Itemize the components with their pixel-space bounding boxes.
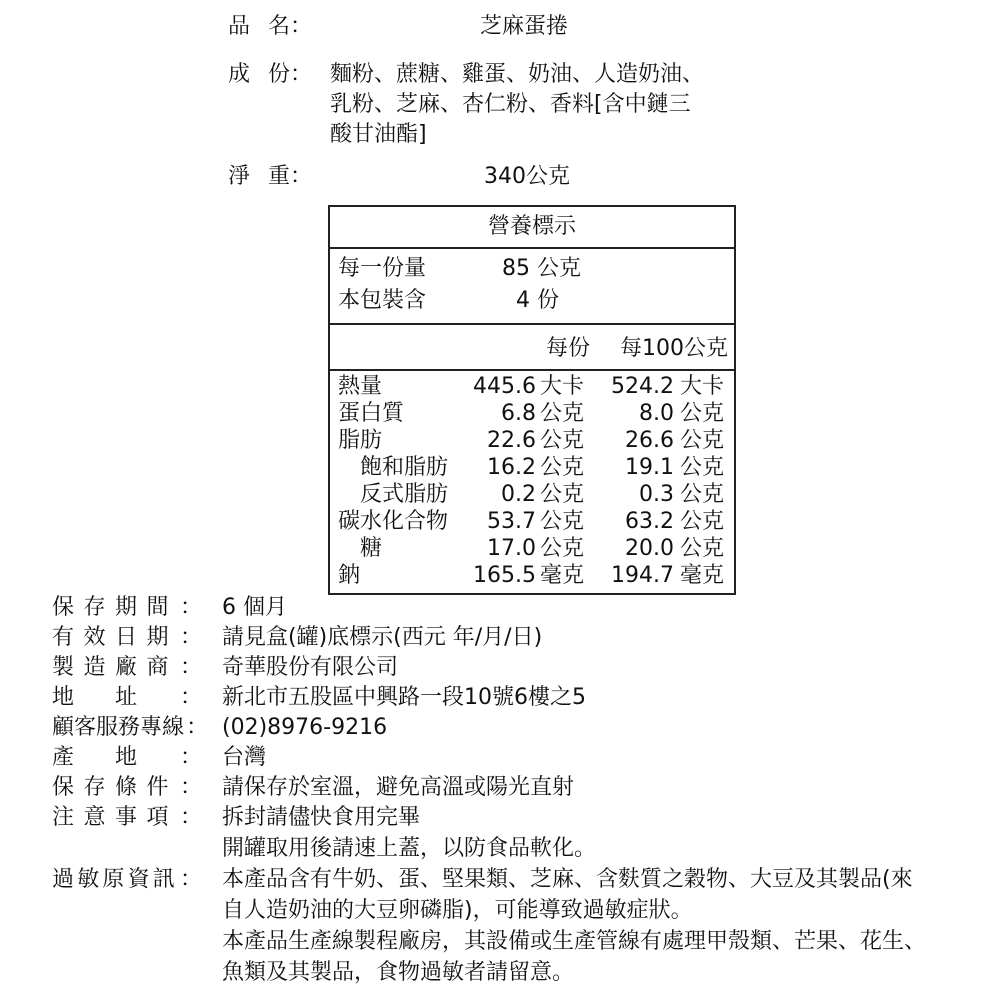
info-value: 開罐取用後請速上蓋，以防食品軟化。 xyxy=(222,836,597,861)
info-value: 新北市五股區中興路一段10號6樓之5 xyxy=(222,685,586,710)
label-char: 淨 xyxy=(228,164,251,189)
label-char: 份 xyxy=(268,62,291,87)
label-char: 日 xyxy=(114,625,137,650)
nutrient-per-100g: 0.3 xyxy=(639,482,674,507)
label-char: 地 xyxy=(114,745,137,770)
nutrient-per-serving: 22.6 xyxy=(487,428,536,453)
label-char: 資 xyxy=(127,867,150,892)
ingredients-label xyxy=(228,60,320,90)
label-colon: ： xyxy=(179,775,202,800)
nutrient-per-serving: 17.0 xyxy=(487,536,536,561)
nutrient-unit: 公克 xyxy=(540,455,585,480)
label-char: 址 xyxy=(114,685,137,710)
label-char: 事 xyxy=(114,805,137,830)
info-value: 魚類及其製品，食物過敏者請留意。 xyxy=(222,960,575,985)
info-value: 台灣 xyxy=(222,745,267,770)
label-colon: ： xyxy=(186,715,209,740)
product-name-label xyxy=(228,12,320,42)
label-char: 專 xyxy=(140,715,163,740)
info-value: 請保存於室溫，避免高溫或陽光直射 xyxy=(222,775,575,800)
label-char: 存 xyxy=(83,775,106,800)
label-colon: ： xyxy=(179,685,202,710)
label-char: 品 xyxy=(228,14,251,39)
label-char: 原 xyxy=(102,867,125,892)
ingredients-line: 酸甘油酯] xyxy=(330,122,427,147)
label-char: 產 xyxy=(52,745,75,770)
nutrient-unit: 公克 xyxy=(680,428,725,453)
label-char: 成 xyxy=(228,62,251,87)
nutrient-name: 熱量 xyxy=(338,374,383,399)
info-label xyxy=(52,623,202,653)
product-name-value: 芝麻蛋捲 xyxy=(480,14,569,39)
nutrient-unit: 大卡 xyxy=(540,374,585,399)
col-header-per-serving: 每份 xyxy=(545,336,590,361)
nutrient-per-100g: 63.2 xyxy=(625,509,674,534)
nutrient-per-100g: 524.2 xyxy=(611,374,674,399)
nutrient-name: 糖 xyxy=(360,536,383,561)
info-value: 6 個月 xyxy=(222,595,287,620)
nutrient-unit: 大卡 xyxy=(680,374,725,399)
label-colon: ： xyxy=(179,625,202,650)
nutrient-unit: 公克 xyxy=(540,401,585,426)
serving-size-label: 每一份量 xyxy=(338,256,427,281)
label-char: 有 xyxy=(52,625,75,650)
label-char: 重 xyxy=(268,164,291,189)
servings-label: 本包裝含 xyxy=(338,288,427,313)
label-char: 顧 xyxy=(52,715,75,740)
label-char: 訊 xyxy=(152,867,175,892)
label-char: 線 xyxy=(162,715,185,740)
label-char: 效 xyxy=(83,625,106,650)
label-char: ： xyxy=(290,62,313,87)
info-value: (02)8976-9216 xyxy=(222,715,388,740)
info-value: 自人造奶油的大豆卵磷脂)，可能導致過敏症狀。 xyxy=(222,898,693,923)
nutrient-unit: 公克 xyxy=(680,509,725,534)
label-char: 條 xyxy=(114,775,137,800)
ingredients-line: 麵粉、蔗糖、雞蛋、奶油、人造奶油、 xyxy=(330,62,705,87)
label-char: 商 xyxy=(146,655,169,680)
info-label xyxy=(52,743,202,773)
info-label xyxy=(52,773,202,803)
nutrient-name: 脂肪 xyxy=(338,428,383,453)
label-char: 保 xyxy=(52,775,75,800)
divider xyxy=(330,247,734,249)
nutrient-per-serving: 16.2 xyxy=(487,455,536,480)
nutrient-unit: 公克 xyxy=(680,536,725,561)
nutrient-per-serving: 6.8 xyxy=(501,401,536,426)
info-value: 拆封請儘快食用完畢 xyxy=(222,805,421,830)
label-colon: ： xyxy=(179,745,202,770)
label-char: 期 xyxy=(114,595,137,620)
servings-value: 4 份 xyxy=(516,288,559,313)
col-header-per-100g: 每100公克 xyxy=(620,336,728,361)
nutrient-per-100g: 26.6 xyxy=(625,428,674,453)
nutrient-name: 飽和脂肪 xyxy=(360,455,449,480)
nutrient-name: 碳水化合物 xyxy=(338,509,449,534)
label-char: 地 xyxy=(52,685,75,710)
net-weight-value: 340公克 xyxy=(484,164,570,189)
label-char: 造 xyxy=(83,655,106,680)
label-char: 製 xyxy=(52,655,75,680)
nutrition-title: 營養標示 xyxy=(487,214,576,239)
nutrient-per-100g: 19.1 xyxy=(625,455,674,480)
nutrient-per-100g: 194.7 xyxy=(611,563,674,588)
label-char: 敏 xyxy=(77,867,100,892)
nutrient-name: 蛋白質 xyxy=(338,401,405,426)
label-char: 過 xyxy=(52,867,75,892)
label-char: ： xyxy=(290,14,313,39)
info-label xyxy=(52,593,202,623)
info-label xyxy=(52,713,209,743)
info-label xyxy=(52,865,202,895)
info-value: 奇華股份有限公司 xyxy=(222,655,399,680)
label-char: 間 xyxy=(146,595,169,620)
label-char: 務 xyxy=(118,715,141,740)
label-colon: ： xyxy=(179,655,202,680)
label-char: 項 xyxy=(146,805,169,830)
info-value: 請見盒(罐)底標示(西元 年/月/日) xyxy=(222,625,543,650)
divider xyxy=(330,369,734,371)
label-char: 期 xyxy=(146,625,169,650)
label-char: 廠 xyxy=(114,655,137,680)
label-char: 件 xyxy=(146,775,169,800)
nutrient-per-serving: 53.7 xyxy=(487,509,536,534)
nutrient-name: 反式脂肪 xyxy=(360,482,449,507)
nutrient-per-100g: 8.0 xyxy=(639,401,674,426)
nutrient-unit: 公克 xyxy=(680,455,725,480)
label-char: 客 xyxy=(74,715,97,740)
label-char: 注 xyxy=(52,805,75,830)
label-char: 保 xyxy=(52,595,75,620)
divider xyxy=(330,323,734,325)
ingredients-list xyxy=(330,60,760,150)
nutrient-unit: 公克 xyxy=(540,509,585,534)
nutrient-unit: 毫克 xyxy=(680,563,725,588)
nutrient-unit: 公克 xyxy=(540,536,585,561)
nutrient-per-serving: 0.2 xyxy=(501,482,536,507)
ingredients-line: 乳粉、芝麻、杏仁粉、香料[含中鏈三 xyxy=(330,92,691,117)
info-label xyxy=(52,653,202,683)
nutrient-name: 鈉 xyxy=(338,563,361,588)
label-char: ： xyxy=(290,164,313,189)
info-value: 本產品生產線製程廠房，其設備或生產管線有處理甲殼類、芒果、花生、 xyxy=(222,929,927,954)
serving-size-value: 85 公克 xyxy=(502,256,581,281)
label-colon: ： xyxy=(179,595,202,620)
info-label xyxy=(52,803,202,833)
nutrient-unit: 毫克 xyxy=(540,563,585,588)
nutrient-per-100g: 20.0 xyxy=(625,536,674,561)
label-char: 意 xyxy=(83,805,106,830)
label-colon: ： xyxy=(179,867,202,892)
nutrition-table xyxy=(328,205,736,595)
label-char: 名 xyxy=(268,14,291,39)
net-weight-label xyxy=(228,162,320,192)
info-value: 本產品含有牛奶、蛋、堅果類、芝麻、含麩質之穀物、大豆及其製品(來 xyxy=(222,867,913,892)
label-colon: ： xyxy=(179,805,202,830)
label-char: 服 xyxy=(96,715,119,740)
nutrient-unit: 公克 xyxy=(540,428,585,453)
nutrient-unit: 公克 xyxy=(540,482,585,507)
nutrient-unit: 公克 xyxy=(680,482,725,507)
nutrient-per-serving: 445.6 xyxy=(473,374,536,399)
info-label xyxy=(52,683,202,713)
nutrient-per-serving: 165.5 xyxy=(473,563,536,588)
label-char: 存 xyxy=(83,595,106,620)
nutrient-unit: 公克 xyxy=(680,401,725,426)
